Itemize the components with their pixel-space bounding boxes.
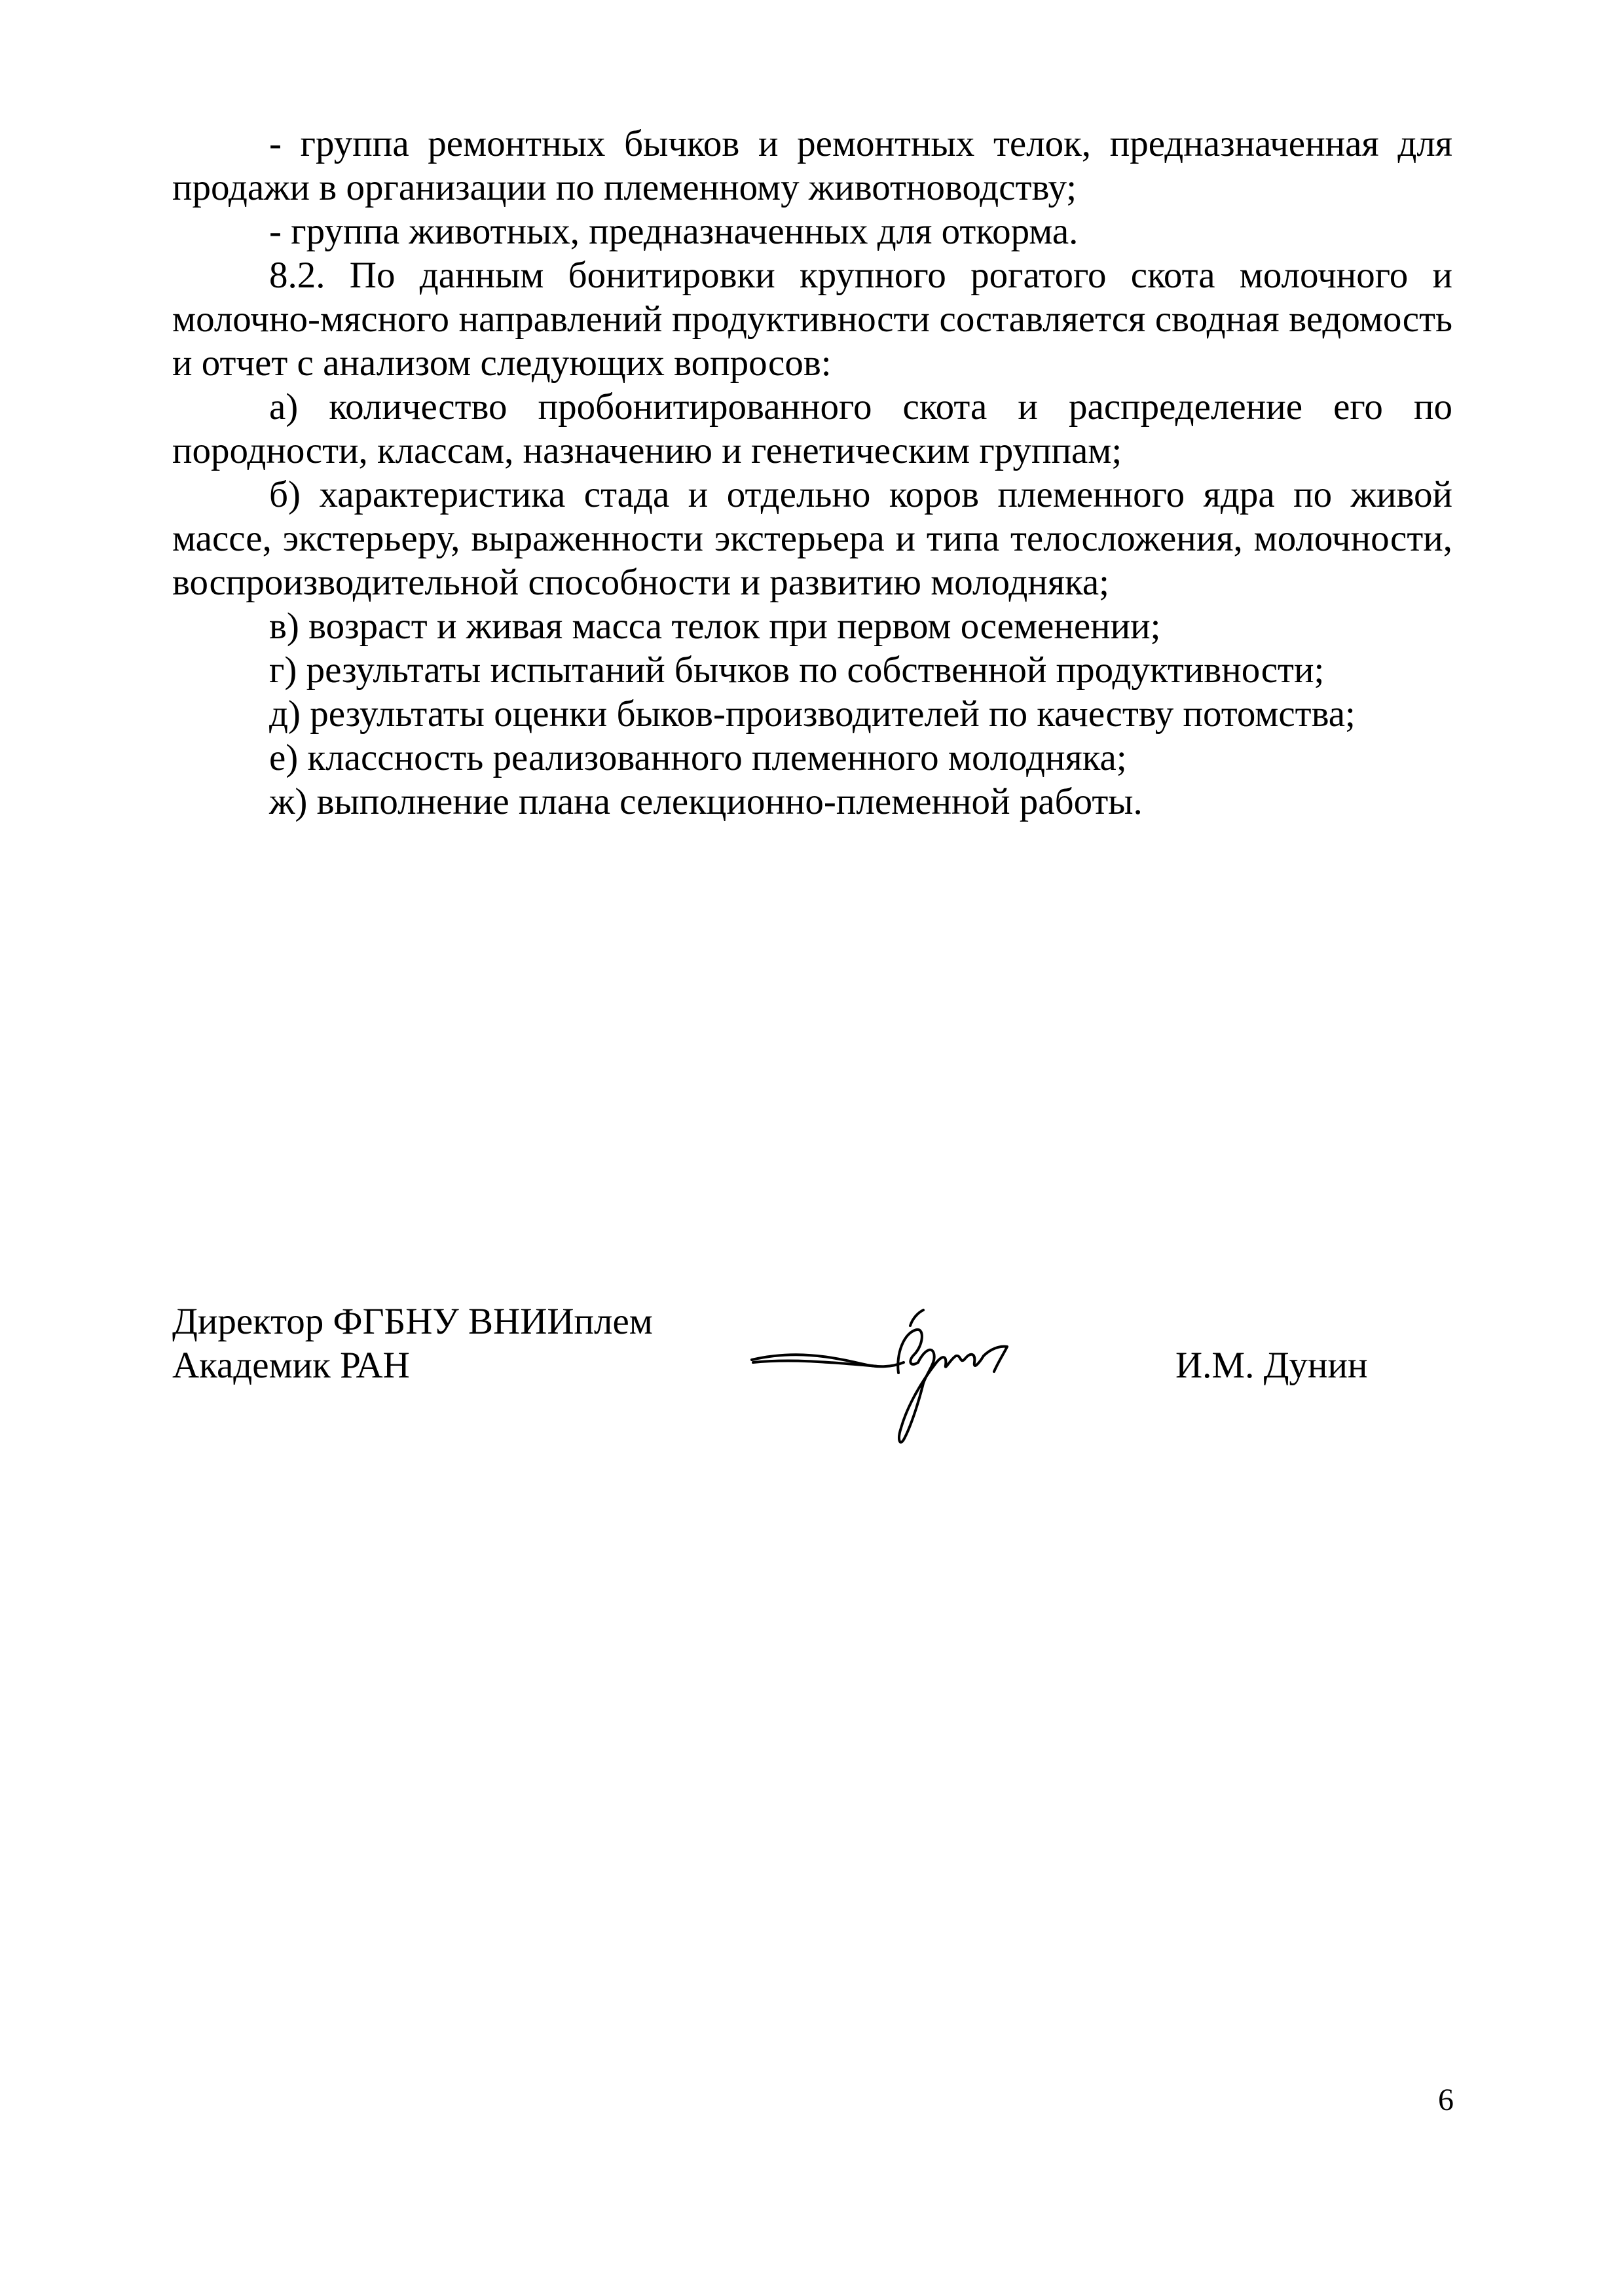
list-item-d: д) результаты оценки быков-производителей по качеству потомства;	[269, 693, 1356, 735]
page-number: 6	[1438, 2083, 1454, 2117]
handwritten-signature	[747, 1300, 1022, 1457]
signatory-name: И.М. Дунин	[1175, 1345, 1368, 1386]
list-item-v: в) возраст и живая масса телок при первом осеменении;	[269, 606, 1161, 647]
list-item-b: б) характеристика стада и отдельно коров племенного ядра по живой массе, экстерьеру, выраженности экстерьера и типа телосложения, молочности, воспроизводительной способности и развитию молодняка;	[172, 474, 1452, 603]
signatory-title: Директор ФГБНУ ВНИИплем	[172, 1301, 653, 1342]
paragraph-8-2: 8.2. По данным бонитировки крупного рогатого скота молочного и молочно-мясного направлений продуктивности составляется сводная ведомость и отчет с анализом следующих вопросов:	[172, 255, 1452, 384]
signatory-rank: Академик РАН	[172, 1345, 410, 1386]
list-item-g: г) результаты испытаний бычков по собственной продуктивности;	[269, 649, 1325, 691]
signatory-position	[172, 1300, 653, 1387]
paragraph-group-repair: - группа ремонтных бычков и ремонтных телок, предназначенная для продажи в организации по племенному животноводству;	[172, 123, 1452, 208]
list-item-zh: ж) выполнение плана селекционно-племенной работы.	[269, 781, 1143, 822]
paragraph-group-fattening: - группа животных, предназначенных для откорма.	[269, 211, 1079, 252]
document-body	[172, 122, 1452, 824]
list-item-a: а) количество пробонитированного скота и распределение его по породности, классам, назначению и генетическим группам;	[172, 386, 1452, 471]
list-item-e: е) классность реализованного племенного молодняка;	[269, 737, 1127, 778]
